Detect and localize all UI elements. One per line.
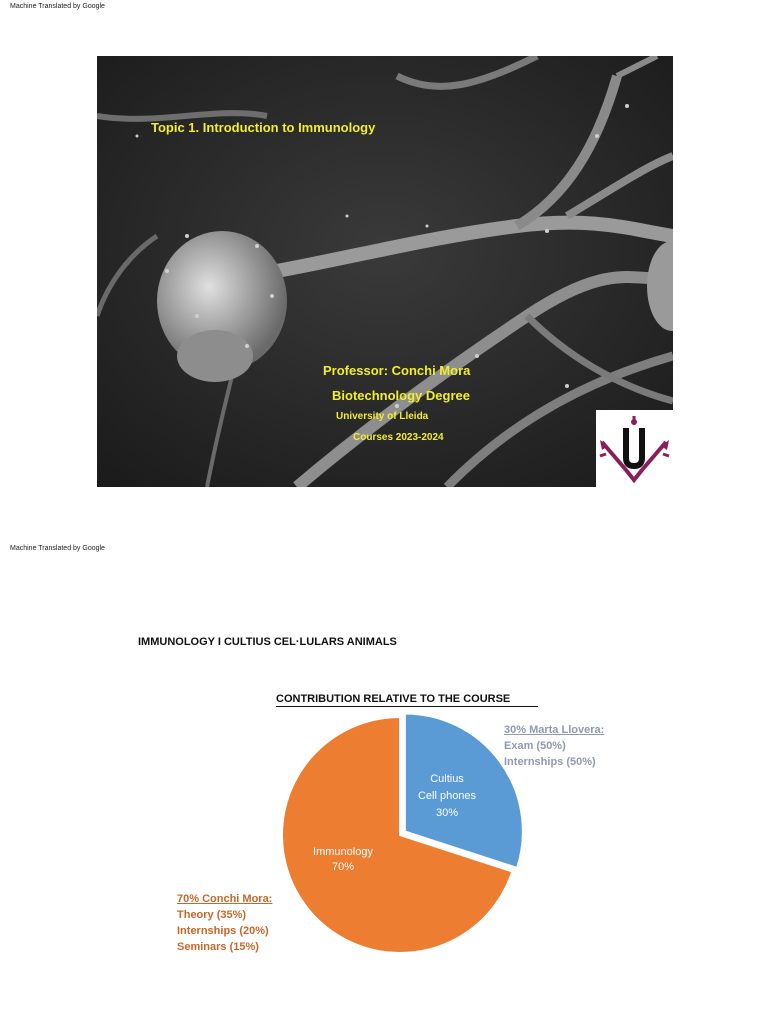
pie-chart: [270, 705, 530, 965]
slice-label-immunology: Immunology 70%: [313, 846, 373, 873]
university-logo: [596, 410, 673, 487]
slide-title: Topic 1. Introduction to Immunology: [151, 120, 376, 135]
title-slide: [97, 56, 673, 487]
legend-conchi-mora: 70% Conchi Mora: Theory (35%) Internships (20%) Seminars (15%): [177, 893, 273, 953]
university-logo-icon: [596, 410, 673, 487]
slice-label-cultius: Cultius Cell phones 30%: [417, 773, 477, 819]
professor-line: Professor: Conchi Mora: [323, 363, 471, 378]
courses-line: Courses 2023-2024: [353, 432, 444, 443]
chart-title: CONTRIBUTION RELATIVE TO THE COURSE: [276, 693, 538, 707]
university-line: University of Lleida: [336, 411, 429, 422]
degree-line: Biotechnology Degree: [332, 388, 470, 403]
document-heading: IMMUNOLOGY I CULTIUS CEL·LULARS ANIMALS: [138, 636, 397, 648]
machine-translated-note: Machine Translated by Google: [10, 3, 105, 10]
legend-marta-llovera: 30% Marta Llovera: Exam (50%) Internships (50%): [504, 724, 605, 768]
machine-translated-note: Machine Translated by Google: [10, 545, 105, 552]
